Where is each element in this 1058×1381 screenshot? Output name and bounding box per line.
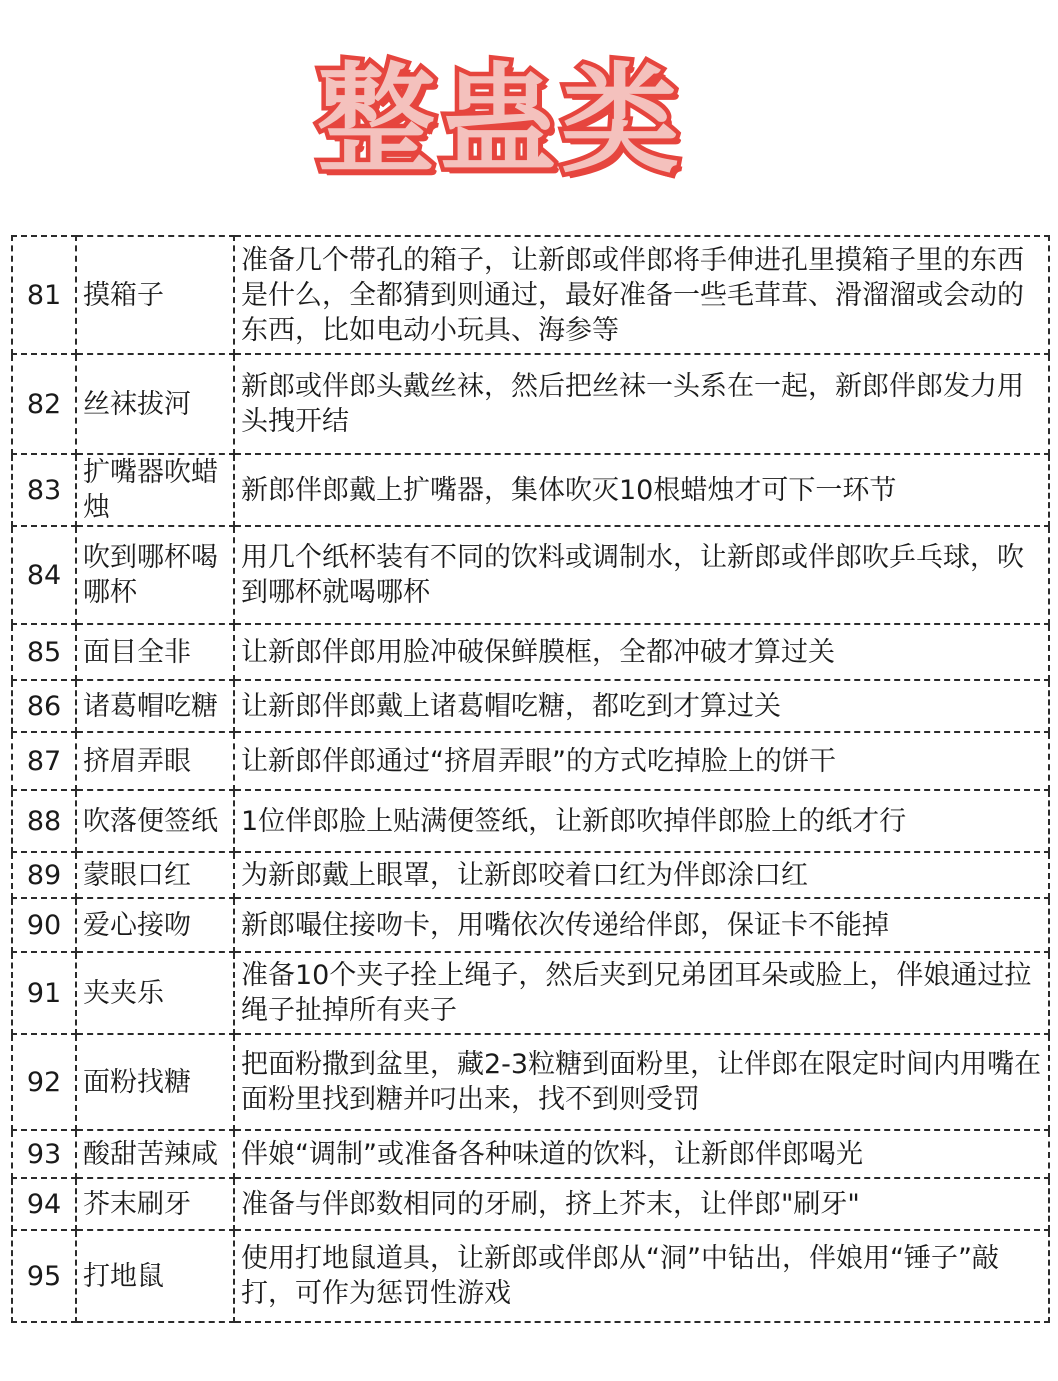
game-name: 酸甜苦辣咸 [76,1130,234,1178]
table-row [12,354,1049,454]
game-name: 挤眉弄眼 [76,732,234,790]
page-title: 整蛊类 [316,51,683,189]
table-row [12,852,1049,898]
row-number: 88 [12,790,76,852]
row-number: 85 [12,624,76,680]
game-description: 让新郎伴郎用脸冲破保鲜膜框，全都冲破才算过关 [234,624,1049,680]
row-number: 93 [12,1130,76,1178]
game-description: 用几个纸杯装有不同的饮料或调制水，让新郎或伴郎吹乒乓球，吹到哪杯就喝哪杯 [234,526,1049,624]
game-name: 吹落便签纸 [76,790,234,852]
table-row [12,898,1049,952]
row-number: 91 [12,952,76,1034]
game-description: 把面粉撒到盆里，藏2-3粒糖到面粉里，让伴郎在限定时间内用嘴在面粉里找到糖并叼出来，找不到则受罚 [234,1034,1049,1130]
row-number: 95 [12,1230,76,1322]
row-number: 90 [12,898,76,952]
game-description: 让新郎伴郎通过“挤眉弄眼”的方式吃掉脸上的饼干 [234,732,1049,790]
table-row [12,732,1049,790]
game-description: 新郎伴郎戴上扩嘴器，集体吹灭10根蜡烛才可下一环节 [234,454,1049,526]
game-name: 扩嘴器吹蜡烛 [76,454,234,526]
game-name: 蒙眼口红 [76,852,234,898]
table-row [12,1178,1049,1230]
game-description: 新郎或伴郎头戴丝袜，然后把丝袜一头系在一起，新郎伴郎发力用头拽开结 [234,354,1049,454]
game-description: 让新郎伴郎戴上诸葛帽吃糖，都吃到才算过关 [234,680,1049,732]
game-name: 面粉找糖 [76,1034,234,1130]
table-row [12,454,1049,526]
game-name: 面目全非 [76,624,234,680]
game-name: 丝袜拔河 [76,354,234,454]
game-description: 使用打地鼠道具，让新郎或伴郎从“洞”中钻出，伴娘用“锤子”敲打，可作为惩罚性游戏 [234,1230,1049,1322]
row-number: 89 [12,852,76,898]
table-row [12,680,1049,732]
row-number: 92 [12,1034,76,1130]
title-banner [0,40,1000,200]
game-name: 诸葛帽吃糖 [76,680,234,732]
game-description: 准备与伴郎数相同的牙刷，挤上芥末，让伴郎"刷牙" [234,1178,1049,1230]
table-row [12,1034,1049,1130]
game-description: 伴娘“调制”或准备各种味道的饮料，让新郎伴郎喝光 [234,1130,1049,1178]
game-name: 爱心接吻 [76,898,234,952]
row-number: 94 [12,1178,76,1230]
game-name: 打地鼠 [76,1230,234,1322]
table-row [12,526,1049,624]
row-number: 86 [12,680,76,732]
row-number: 84 [12,526,76,624]
game-description: 为新郎戴上眼罩，让新郎咬着口红为伴郎涂口红 [234,852,1049,898]
game-description: 1位伴郎脸上贴满便签纸，让新郎吹掉伴郎脸上的纸才行 [234,790,1049,852]
game-name: 吹到哪杯喝哪杯 [76,526,234,624]
table-row [12,1130,1049,1178]
game-name: 夹夹乐 [76,952,234,1034]
game-name: 摸箱子 [76,236,234,354]
row-number: 87 [12,732,76,790]
table-row [12,624,1049,680]
game-name: 芥末刷牙 [76,1178,234,1230]
table-row [12,790,1049,852]
game-description: 准备几个带孔的箱子，让新郎或伴郎将手伸进孔里摸箱子里的东西是什么，全都猜到则通过，最好准备一些毛茸茸、滑溜溜或会动的东西，比如电动小玩具、海参等 [234,236,1049,354]
game-description: 新郎嘬住接吻卡，用嘴依次传递给伴郎，保证卡不能掉 [234,898,1049,952]
table-row [12,952,1049,1034]
row-number: 81 [12,236,76,354]
table-row [12,236,1049,354]
row-number: 83 [12,454,76,526]
games-table [11,235,1050,1323]
game-description: 准备10个夹子拴上绳子，然后夹到兄弟团耳朵或脸上，伴娘通过拉绳子扯掉所有夹子 [234,952,1049,1034]
table-row [12,1230,1049,1322]
row-number: 82 [12,354,76,454]
